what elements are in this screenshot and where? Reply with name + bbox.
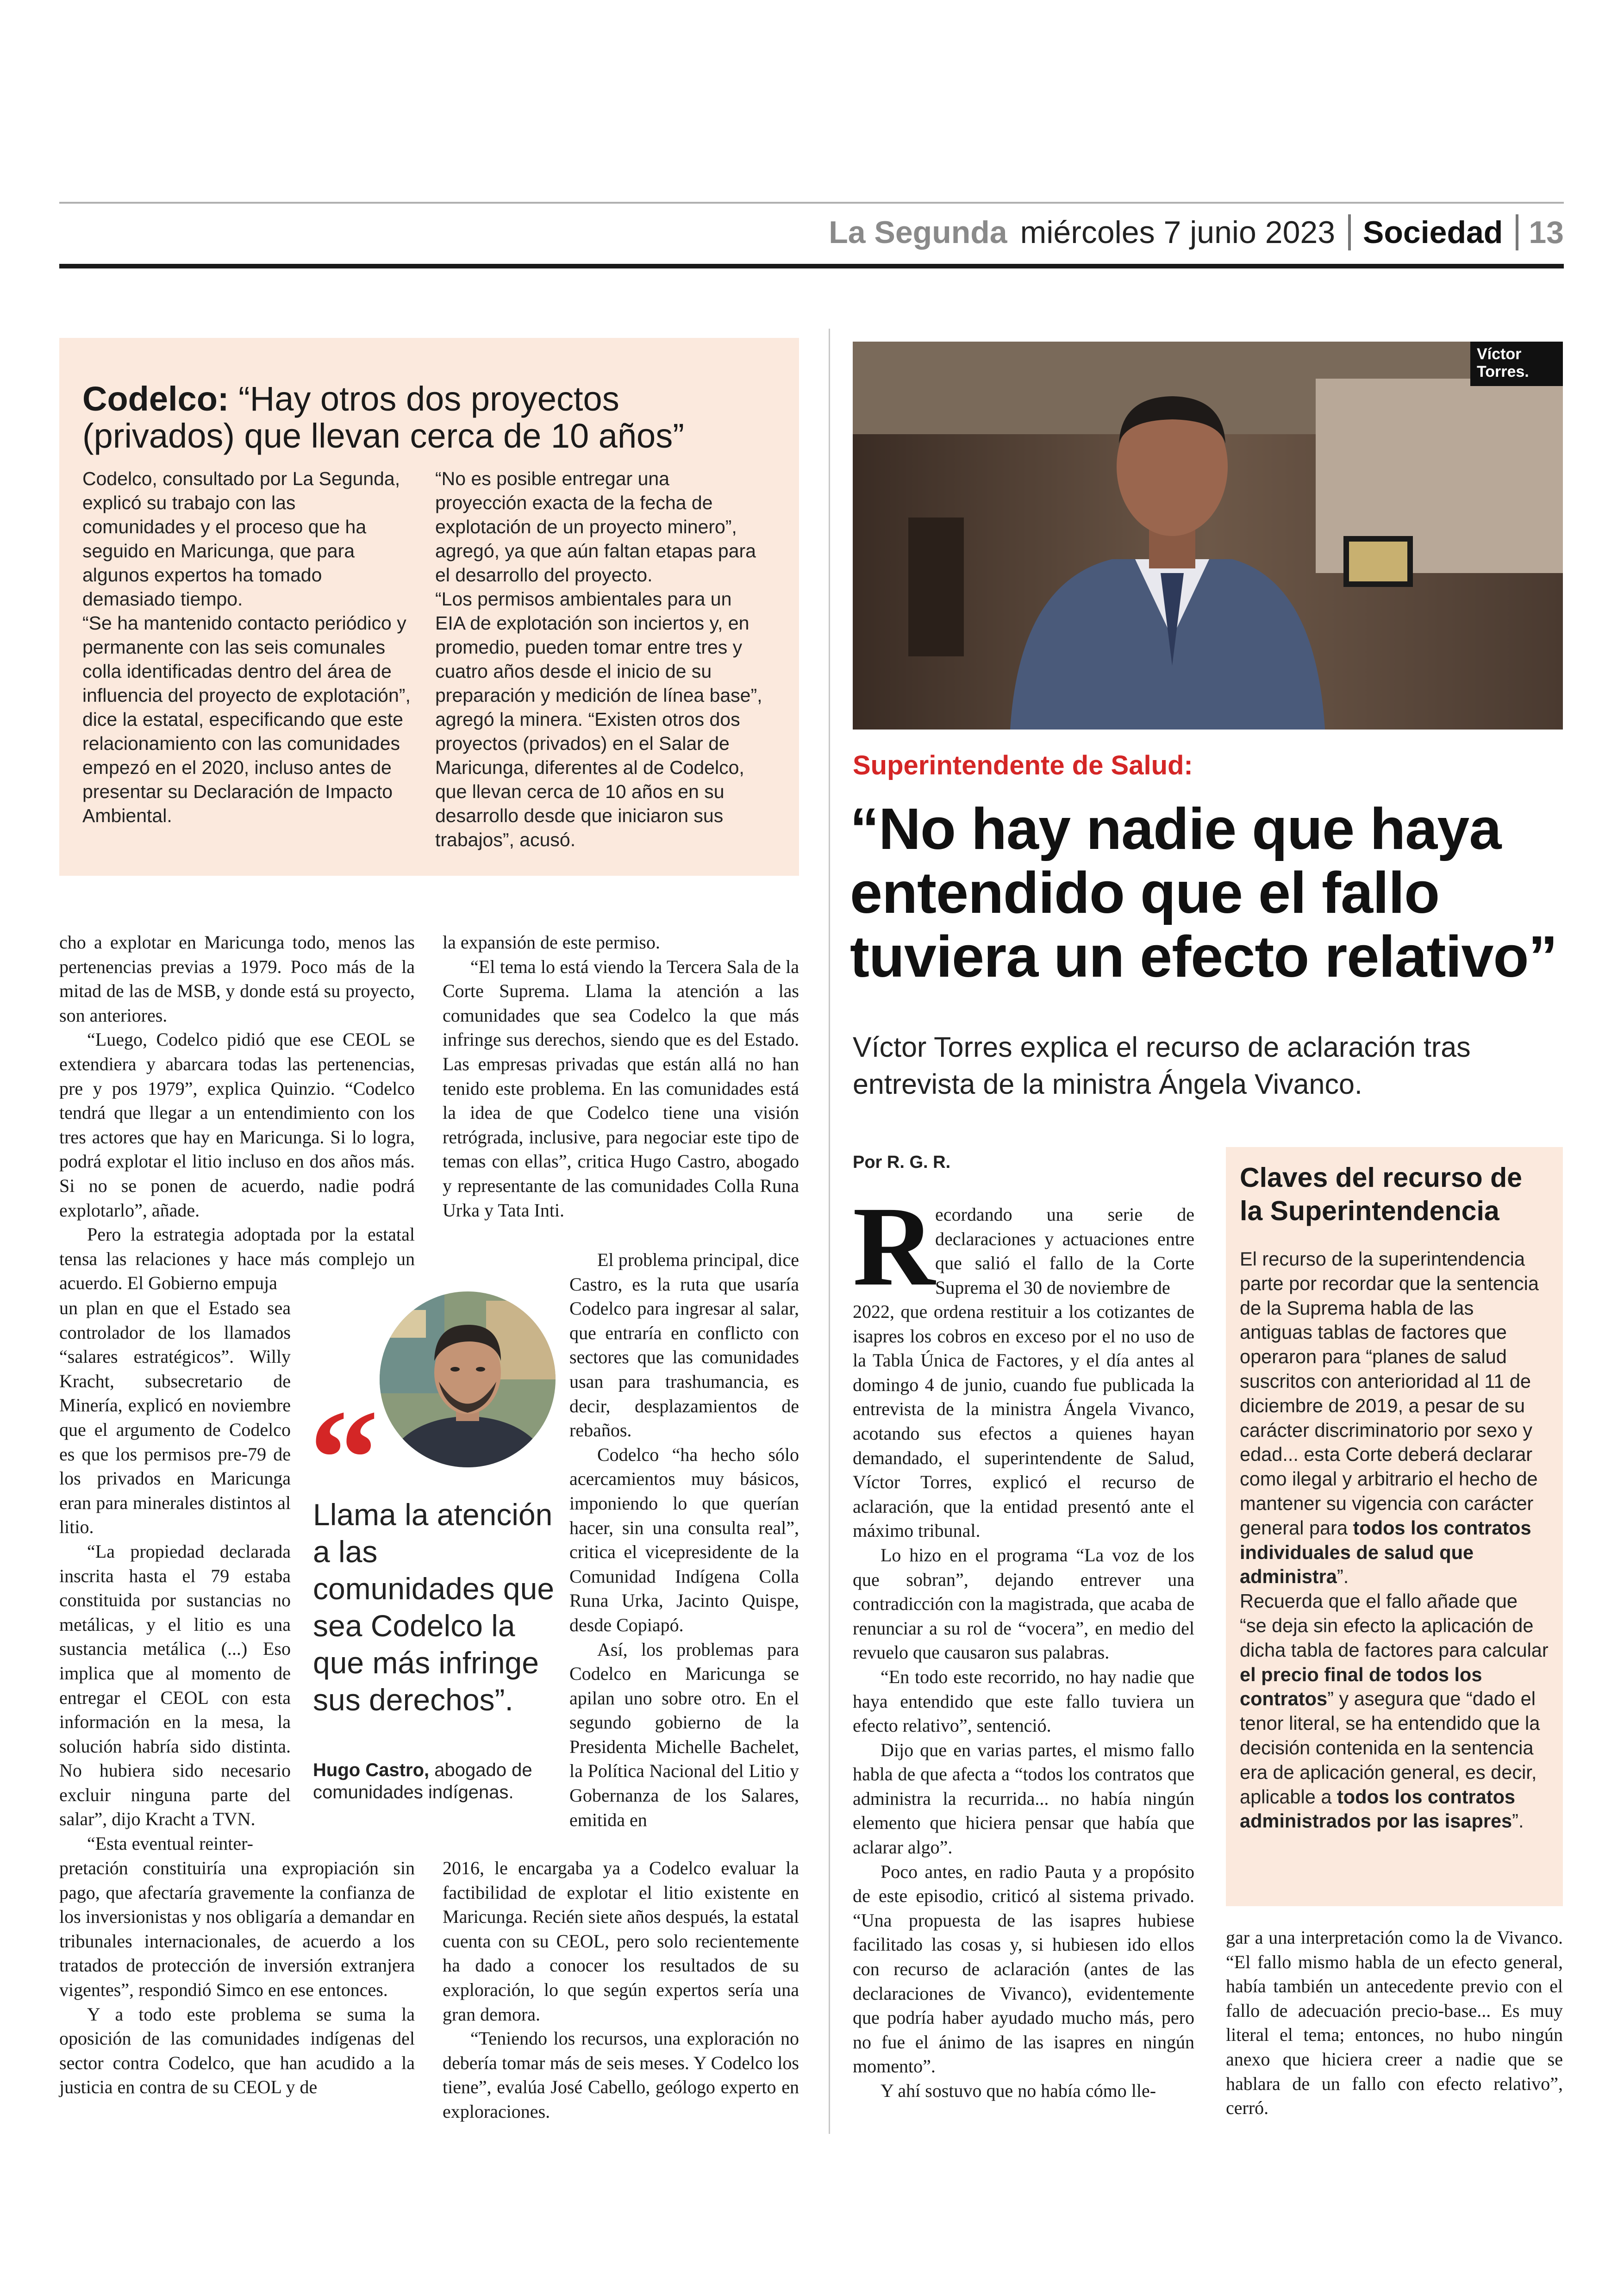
claves-paragraph-2 [1240,1589,1549,1834]
codelco-box-title-lead: Codelco: [82,380,229,418]
drop-cap: R [853,1184,935,1310]
claves-text: Recuerda que el fallo añade que “se deja sin efecto la aplicación de dicha tabla de factores para calcular [1240,1590,1549,1661]
photo-illustration [853,342,1563,730]
article-paragraph: ecordando una serie de declaraciones y actuaciones entre que salió el fallo de la Corte Suprema el 30 de noviembre de [935,1204,1194,1298]
codelco-box-paragraph: “Se ha mantenido contacto periódico y permanente con las seis comunales colla identificadas dentro del área de influencia del proyecto de explotación”, dice la estatal, especificando que este relacionamiento con las comunidades empezó en el 2020, incluso antes de presentar su Declaración de Impacto Ambiental. [82,612,411,826]
left-article-column-2-top [443,930,799,1222]
article-paragraph: 2016, le encargaba ya a Codelco evaluar la factibilidad de explotar el litio existente en Maricunga. Recién siete años después, la estatal cuenta con su CEOL, pero solo recientemente ha dado a conocer los resultados de su exploración, lo que según expertos sería una gran demora. [443,1858,799,2025]
article-byline: Por R. G. R. [853,1153,951,1172]
article-paragraph: Y ahí sostuvo que no había cómo lle- [881,2080,1156,2101]
claves-bold-text: todos los contratos individuales de salud que administra [1240,1516,1531,1588]
left-article-column-1-top [59,930,415,1296]
codelco-box-paragraph: “No es posible entregar una proyección exacta de la fecha de explotación de un proyecto minero”, agregó, ya que aún faltan etapas para el desarrollo del proyecto. [435,468,756,586]
claves-bold-text: el precio final de todos los contratos [1240,1663,1482,1710]
right-article-intro [935,1203,1194,1300]
claves-text: ” y asegura que “dado el tenor literal, se ha entendido que la decisión contenida en la sentencia era de aplicación general, es decir, aplicable a [1240,1688,1540,1808]
pull-quote-text: Llama la atención a las comunidades que sea Codelco la que más infringe sus derechos”. [313,1497,555,1717]
header-bottom-rule [59,264,1564,268]
article-deck: Víctor Torres explica el recurso de aclaración tras entrevista de la ministra Ángela Vivanco. [853,1031,1471,1100]
codelco-box-column-1 [82,467,411,852]
newspaper-name: La Segunda [829,215,1007,250]
right-article-column-2 [1226,1926,1563,2120]
column-separator [829,329,830,2134]
article-paragraph: “En todo este recorrido, no hay nadie que haya entendido que este fallo tuviera un efecto relativo”, sentenció. [853,1666,1194,1736]
codelco-box-columns [82,467,773,852]
claves-bold-text: todos los contratos administrados por las isapres [1240,1785,1516,1832]
pull-quote-credit [313,1759,563,1803]
article-paragraph: Codelco “ha hecho sólo acercamientos muy básicos, imponiendo lo que querían hacer, sin una consulta real”, critica el vicepresidente de la Comunidad Indígena Colla Runa Urka, Jacinto Quispe, desde Copiapó. [569,1444,799,1635]
claves-text: ”. [1337,1565,1349,1588]
header-top-rule [59,202,1564,204]
article-paragraph: “Luego, Codelco pidió que ese CEOL se extendiera y abarcara todas las pertenencias, pre y pos 1979”, explica Quinzio. “Codelco tendrá que llegar a un entendimiento con los tres actores que hay en Maricunga. Si lo logra, podrá explotar el litio incluso en dos años más. Si no se ponen de acuerdo, nadie podrá explotarlo”, añade. [59,1029,415,1221]
section-name: Sociedad [1348,214,1503,250]
claves-text: ”. [1512,1810,1524,1832]
portrait-illustration [380,1291,556,1467]
codelco-box-title [82,380,773,455]
masthead [829,209,1564,256]
issue-date: miércoles 7 junio 2023 [1020,215,1336,250]
article-paragraph: “Esta eventual reinter- [87,1833,254,1854]
left-article-column-1-narrow [59,1296,291,1856]
article-paragraph: la expansión de este permiso. [443,932,660,953]
claves-box-body [1240,1247,1549,1834]
article-paragraph: “Teniendo los recursos, una exploración no debería tomar más de seis meses. Y Codelco los tiene”, evalúa José Cabello, geólogo experto en exploraciones. [443,2028,799,2122]
article-paragraph: gar a una interpretación como la de Vivanco. “El fallo mismo habla de un efecto general, había también un antecedente previo con el fallo de adecuación precio-base... Es muy literal el tema; entonces, no hubo ningún anexo que hiciera creer a nadie que se hablara de un fallo con efecto relativo”, cerró. [1226,1927,1563,2119]
article-paragraph: un plan en que el Estado sea controlador de los llamados “salares estratégicos”. Willy Kracht, subsecretario de Minería, explicó en noviembre que el argumento de Codelco es que los permisos pre-79 de los privados en Maricunga eran para minerales distintos al litio. [59,1297,291,1538]
page-number: 13 [1516,214,1564,250]
left-article-column-1-bottom [59,1856,415,2100]
article-paragraph: cho a explotar en Maricunga todo, menos las pertenencias previas a 1979. Poco más de la mitad de las de MSB, y donde está su proyecto, son anteriores. [59,932,415,1026]
claves-text: El recurso de la superintendencia parte por recordar que la sentencia de la Suprema habla de las antiguas tablas de factores que operaron para “planes de salud suscritos con anterioridad al 11 de diciembre de 2019, a pesar de su carácter discriminatorio por sexo y edad... esta Corte deberá declarar como ilegal y arbitrario el hecho de mantener su vigencia con carácter general para [1240,1248,1539,1539]
pull-quote-role: abogado de comunidades indígenas. [313,1760,532,1802]
article-kicker: Superintendente de Salud: [853,750,1193,780]
article-paragraph: Pero la estrategia adoptada por la estatal tensa las relaciones y hace más complejo un acuerdo. El Gobierno empuja [59,1224,415,1294]
article-paragraph: Lo hizo en el programa “La voz de los que sobran”, dejando entrever una contradicción con la magistrada, que acaba de renunciar a su rol de “vocera”, en medio del revuelo que causaron sus palabras. [853,1544,1194,1663]
codelco-box-paragraph: Codelco, consultado por La Segunda, explicó su trabajo con las comunidades y el proceso que ha seguido en Maricunga, que para algunos expertos ha tomado demasiado tiempo. [82,468,400,610]
right-article-column-1 [853,1300,1194,2103]
article-paragraph: 2022, que ordena restituir a los cotizantes de isapres los cobros en exceso por el no uso de la Tabla Única de Factores, y el día antes al domingo 4 de junio, cuando fue publicada la entrevista de la ministra Ángela Vivanco, acotando sus efectos a quienes hayan demandado, el superintendente de Salud, Víctor Torres, explicó el recurso de aclaración, que la entidad presentó ante el máximo tribunal. [853,1301,1194,1541]
claves-paragraph-1 [1240,1247,1549,1589]
victor-torres-photo [853,342,1563,730]
codelco-box-column-2 [435,467,764,852]
claves-sidebar-box [1226,1147,1563,1906]
article-paragraph: “La propiedad declarada inscrita hasta el 79 estaba constituida por sustancias no metálicas, y el litio es una sustancia metálica (...) Eso implica que al momento de entregar el CEOL con esta información en la mesa, la solución habría sido distinta. No hubiera sido necesario excluir ninguna parte del salar”, dijo Kracht a TVN. [59,1540,291,1830]
claves-box-title: Claves del recurso de la Superintendencia [1240,1162,1522,1226]
article-paragraph: “El tema lo está viendo la Tercera Sala de la Corte Suprema. Llama la atención a las comunidades que sea Codelco la que más infringe sus derechos, siendo que es del Estado. Las empresas privadas que están allá no han tenido este problema. En las comunidades está la idea de que Codelco tiene una visión retrógrada, inclusive, para negociar este tipo de temas con ellas”, critica Hugo Castro, abogado y representante de las comunidades Colla Runa Urka y Tata Inti. [443,956,799,1221]
left-article-column-2-narrow [569,1248,799,1832]
photo-credit-caption: Víctor Torres. [1470,342,1563,386]
codelco-sidebar-box [59,338,799,876]
article-paragraph: Y a todo este problema se suma la oposición de las comunidades indígenas del sector contra Codelco, que han acudido a la justicia en contra de su CEOL y de [59,2003,415,2098]
article-paragraph: Dijo que en varias partes, el mismo fallo habla de que afecta a “todos los contratos que administra la recurrida... no había ningún elemento que hiciera pensar que había que aclarar algo”. [853,1739,1194,1858]
article-paragraph: pretación constituiría una expropiación sin pago, que afectaría gravemente la confianza de los inversionistas y nos obligaría a demandar en tribunales internacionales, de acuerdo a los tratados de protección de inversión extranjera vigentes”, respondió Simco en ese entonces. [59,1858,415,2000]
article-paragraph: El problema principal, dice Castro, es la ruta que usaría Codelco para ingresar al salar, que entraría en conflicto con sectores que las comunidades usan para trashumancia, es decir, desplazamientos de rebaños. [569,1249,799,1441]
codelco-box-paragraph: “Los permisos ambientales para un EIA de explotación son inciertos y, en promedio, pueden tomar entre tres y cuatro años desde el inicio de su preparación y medición de línea base”, agregó la minera. “Existen otros dos proyectos (privados) en el Salar de Maricunga, diferentes al de Codelco, que llevan cerca de 10 años en su desarrollo desde que iniciaron sus trabajos”, acusó. [435,588,762,850]
article-paragraph: Poco antes, en radio Pauta y a propósito de este episodio, criticó al sistema privado. “Una propuesta de las isapres hubiese facilitado las cosas y, si hubiesen ido ellos con recurso de aclaración (antes de las declaraciones de Vivanco), evidentemente que podría haber ayudado mucho más, pero no fue el ánimo de las isapres en ningún momento”. [853,1861,1194,2077]
article-paragraph: Así, los problemas para Codelco en Maricunga se apilan uno sobre otro. En el segundo gobierno de la Presidenta Michelle Bachelet, la Política Nacional del Litio y Gobernanza de los Salares, emitida en [569,1639,799,1830]
hugo-castro-portrait [380,1291,556,1467]
codelco-box-title-quote: “Hay otros dos proyectos (privados) que llevan cerca de 10 años” [82,380,684,455]
quote-mark-icon: “ [309,1381,379,1535]
left-article-column-2-bottom [443,1856,799,2124]
article-headline: “No hay nadie que haya entendido que el fallo tuviera un efecto relativo” [850,796,1557,989]
pull-quote-name: Hugo Castro, [313,1760,430,1780]
